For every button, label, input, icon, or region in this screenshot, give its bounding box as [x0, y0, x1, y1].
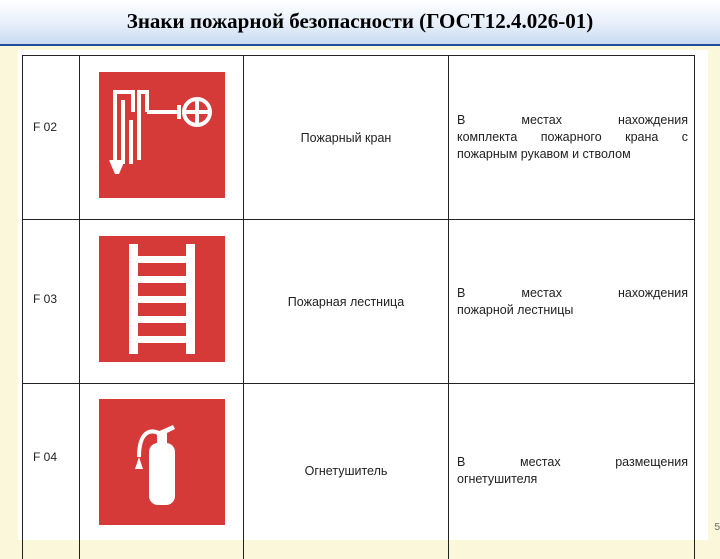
- placement-line-rest: пожарной лестницы: [457, 302, 574, 317]
- table-row: [23, 384, 695, 559]
- fire-ladder-icon: [99, 236, 225, 362]
- page-number: 5: [714, 522, 720, 533]
- placement-line-first: В местах размещения: [457, 455, 688, 470]
- sign-placement: [449, 220, 695, 384]
- placement-line-first: В местах нахождения: [457, 113, 688, 127]
- fire-hose-reel-icon: [99, 72, 225, 198]
- sign-image-cell: [80, 56, 244, 220]
- sign-code: F 04: [23, 384, 80, 559]
- sign-code: F 03: [23, 220, 80, 384]
- sign-image-cell: [80, 220, 244, 384]
- sign-placement: [449, 384, 695, 559]
- placement-line-rest: огнетушителя: [457, 472, 538, 487]
- table-row: [23, 220, 695, 384]
- title-bar: [0, 0, 720, 46]
- sign-name: Огнетушитель: [244, 384, 449, 559]
- signs-table-container: [18, 50, 708, 540]
- page-title: Знаки пожарной безопасности (ГОСТ12.4.026-01): [126, 9, 594, 33]
- sign-name: Пожарная лестница: [244, 220, 449, 384]
- sign-image-cell: [80, 384, 244, 559]
- sign-name: Пожарный кран: [244, 56, 449, 220]
- placement-line-rest: комплекта пожарного крана с пожарным рукавом и стволом: [457, 130, 688, 161]
- placement-line-first: В местах нахождения: [457, 285, 688, 300]
- signs-table: [22, 55, 695, 559]
- table-row: [23, 56, 695, 220]
- sign-code: F 02: [23, 56, 80, 220]
- fire-extinguisher-icon: [99, 399, 225, 525]
- sign-placement: [449, 56, 695, 220]
